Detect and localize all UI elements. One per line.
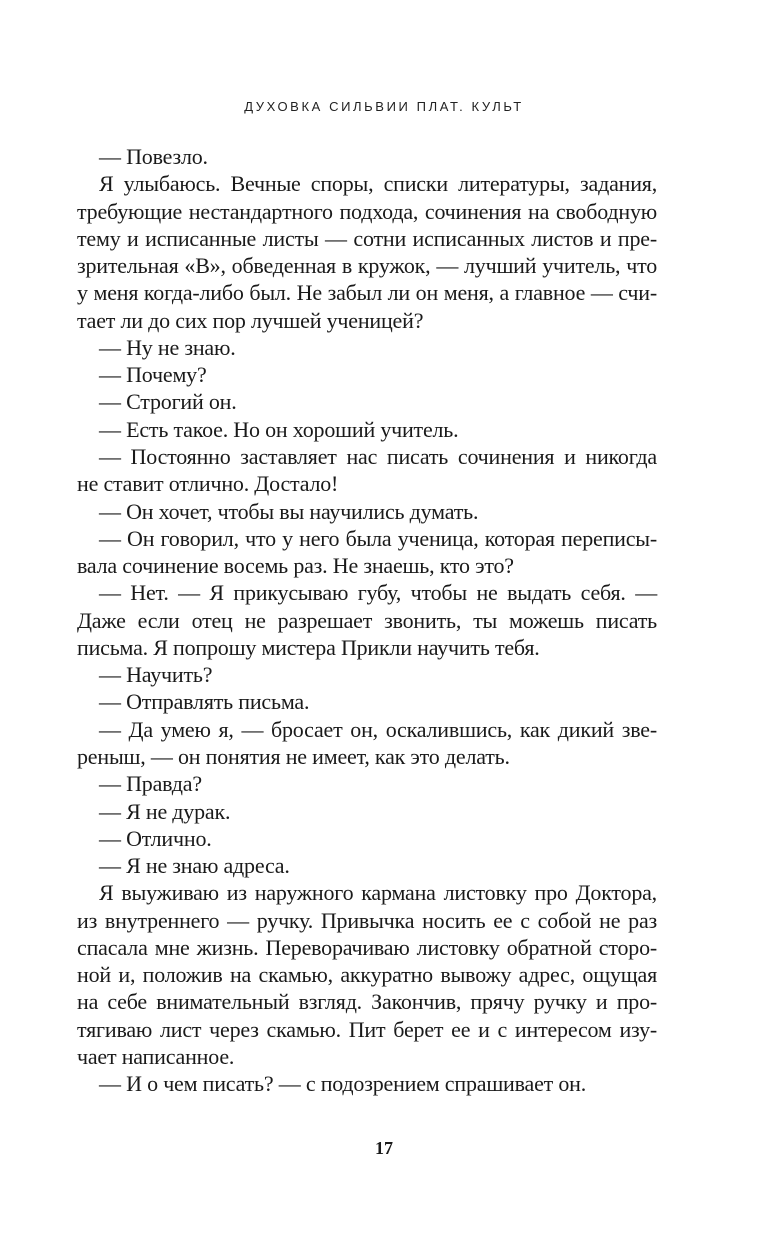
text-line: на себе внимательный взгляд. Закончив, прячу ручку и про- <box>77 989 657 1014</box>
text-line: — Есть такое. Но он хороший учитель. <box>99 417 459 442</box>
text-line: Даже если отец не разрешает звонить, ты можешь писать <box>77 608 657 633</box>
text-line: из внутреннего — ручку. Привычка носить ее с собой не раз <box>77 908 657 933</box>
text-line: — Научить? <box>99 662 213 687</box>
text-line: — Строгий он. <box>99 389 237 414</box>
text-line: — Постоянно заставляет нас писать сочинения и никогда <box>99 444 657 469</box>
text-line: не ставит отлично. Достало! <box>77 471 339 496</box>
text-line: тему и исписанные листы — сотни исписанных листов и пре- <box>77 226 657 251</box>
running-head: ДУХОВКА СИЛЬВИИ ПЛАТ. КУЛЬТ <box>244 99 524 114</box>
text-line: — Нет. — Я прикусываю губу, чтобы не выдать себя. — <box>99 580 657 605</box>
text-line: — Отправлять письма. <box>99 689 310 714</box>
text-line: реныш, — он понятия не имеет, как это делать. <box>77 744 510 769</box>
text-line: — Он говорил, что у него была ученица, которая переписы- <box>99 526 657 551</box>
text-line: — И о чем писать? — с подозрением спрашивает он. <box>99 1071 587 1096</box>
text-line: чает написанное. <box>77 1044 235 1069</box>
text-line: требующие нестандартного подхода, сочинения на свободную <box>77 199 657 224</box>
text-line: — Ну не знаю. <box>99 335 236 360</box>
text-line: ной и, положив на скамью, аккуратно вывожу адрес, ощущая <box>77 962 657 987</box>
text-line: — Повезло. <box>99 144 208 169</box>
text-line: — Отлично. <box>99 826 212 851</box>
text-line: спасала мне жизнь. Переворачиваю листовку обратной сторо- <box>77 935 657 960</box>
text-line: — Да умею я, — бросает он, оскалившись, как дикий зве- <box>99 717 657 742</box>
text-line: тает ли до сих пор лучшей ученицей? <box>77 308 424 333</box>
text-line: у меня когда-либо был. Не забыл ли он меня, а главное — счи- <box>77 280 657 305</box>
text-line: — Я не знаю адреса. <box>99 853 290 878</box>
text-line: — Правда? <box>99 771 202 796</box>
text-line: Я выуживаю из наружного кармана листовку про Доктора, <box>99 880 657 905</box>
text-line: зрительная «B», обведенная в кружок, — лучший учитель, что <box>77 253 657 278</box>
text-line: вала сочинение восемь раз. Не знаешь, кто это? <box>77 553 514 578</box>
text-line: письма. Я попрошу мистера Прикли научить тебя. <box>77 635 540 660</box>
page-number: 17 <box>375 1138 393 1158</box>
text-line: — Я не дурак. <box>99 799 231 824</box>
text-line: — Почему? <box>99 362 207 387</box>
text-line: тягиваю лист через скамью. Пит берет ее и с интересом изу- <box>77 1017 657 1042</box>
text-line: — Он хочет, чтобы вы научились думать. <box>99 499 479 524</box>
text-line: Я улыбаюсь. Вечные споры, списки литературы, задания, <box>99 171 657 196</box>
